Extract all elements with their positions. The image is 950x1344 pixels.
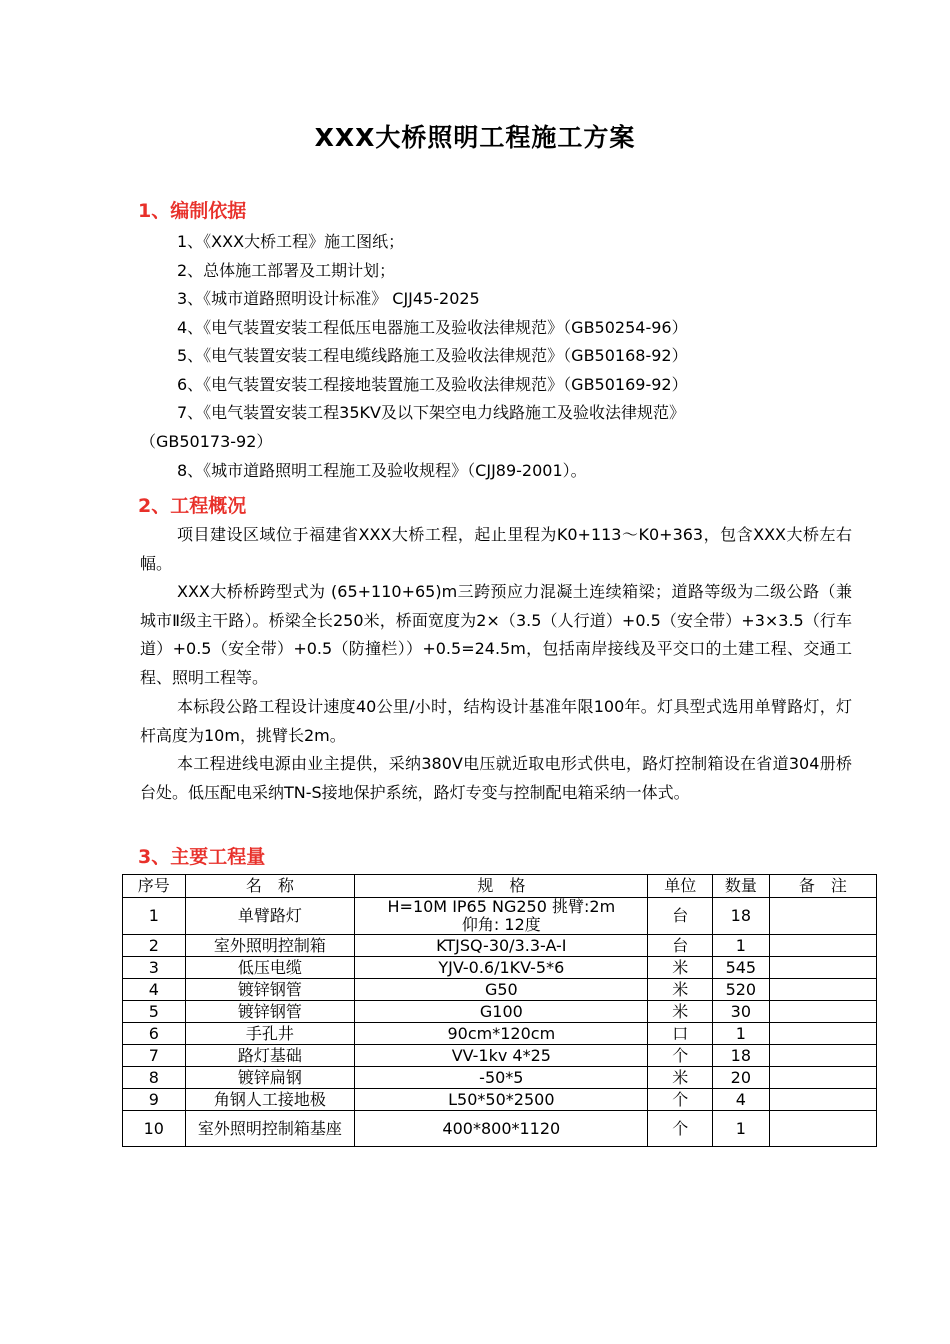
note-cell	[769, 1067, 876, 1089]
quantity-cell: 20	[712, 1067, 769, 1089]
note-cell	[769, 957, 876, 979]
overview-paragraph	[140, 693, 852, 750]
row-number-cell: 6	[123, 1023, 186, 1045]
spec-cell: 90cm*120cm	[355, 1023, 648, 1045]
unit-cell: 个	[648, 1045, 713, 1067]
spec-line: 仰角: 12度	[461, 915, 541, 934]
quantity-cell: 1	[712, 1023, 769, 1045]
note-cell	[769, 1111, 876, 1147]
column-header: 单位	[648, 875, 713, 898]
table-row	[123, 979, 877, 1001]
overview-paragraph-text: 项目建设区域位于福建省XXX大桥工程，起止里程为K0+113～K0+363，包含XXX大桥左右幅。	[140, 525, 852, 573]
item-name-cell: 镀锌钢管	[185, 979, 355, 1001]
spec-cell: L50*50*2500	[355, 1089, 648, 1111]
item-name-cell: 室外照明控制箱基座	[185, 1111, 355, 1147]
spec-cell: G100	[355, 1001, 648, 1023]
item-name-cell: 镀锌扁钢	[185, 1067, 355, 1089]
overview-paragraph	[140, 521, 852, 578]
table-body	[123, 898, 877, 1147]
note-cell	[769, 1045, 876, 1067]
table-row	[123, 1045, 877, 1067]
quantity-cell: 545	[712, 957, 769, 979]
column-header: 备 注	[769, 875, 876, 898]
item-name-cell: 单臂路灯	[185, 898, 355, 935]
unit-cell: 米	[648, 1067, 713, 1089]
table-row	[123, 1089, 877, 1111]
basis-item: 3、《城市道路照明设计标准》 CJJ45-2025	[177, 289, 480, 308]
row-number-cell: 1	[123, 898, 186, 935]
section-heading-quantities: 3、主要工程量	[138, 846, 266, 868]
row-number-cell: 9	[123, 1089, 186, 1111]
column-header: 序号	[123, 875, 186, 898]
basis-item: 6、《电气装置安装工程接地装置施工及验收法律规范》（GB50169-92）	[177, 375, 688, 394]
row-number-cell: 3	[123, 957, 186, 979]
overview-paragraph	[140, 750, 852, 807]
basis-item: 7、《电气装置安装工程35KV及以下架空电力线路施工及验收法律规范》	[177, 403, 685, 422]
quantity-cell: 520	[712, 979, 769, 1001]
spec-cell: VV-1kv 4*25	[355, 1045, 648, 1067]
unit-cell: 口	[648, 1023, 713, 1045]
spec-cell: 400*800*1120	[355, 1111, 648, 1147]
row-number-cell: 10	[123, 1111, 186, 1147]
basis-item-continuation: （GB50173-92）	[140, 432, 273, 451]
unit-cell: 台	[648, 898, 713, 935]
basis-item: 8、《城市道路照明工程施工及验收规程》（CJJ89-2001）。	[177, 461, 587, 480]
table-row	[123, 1023, 877, 1045]
spec-cell: KTJSQ-30/3.3-A-I	[355, 935, 648, 957]
item-name-cell: 角钢人工接地极	[185, 1089, 355, 1111]
item-name-cell: 室外照明控制箱	[185, 935, 355, 957]
quantity-cell: 18	[712, 1045, 769, 1067]
note-cell	[769, 935, 876, 957]
basis-item: 1、《XXX大桥工程》施工图纸；	[177, 232, 405, 251]
unit-cell: 个	[648, 1111, 713, 1147]
unit-cell: 米	[648, 1001, 713, 1023]
row-number-cell: 4	[123, 979, 186, 1001]
spec-cell: YJV-0.6/1KV-5*6	[355, 957, 648, 979]
basis-item: 2、总体施工部署及工期计划；	[177, 261, 396, 280]
item-name-cell: 低压电缆	[185, 957, 355, 979]
quantities-table	[122, 874, 877, 1147]
quantity-cell: 1	[712, 935, 769, 957]
table-row	[123, 1067, 877, 1089]
item-name-cell: 手孔井	[185, 1023, 355, 1045]
quantity-cell: 30	[712, 1001, 769, 1023]
note-cell	[769, 1089, 876, 1111]
unit-cell: 台	[648, 935, 713, 957]
row-number-cell: 8	[123, 1067, 186, 1089]
table-row	[123, 1111, 877, 1147]
quantity-cell: 18	[712, 898, 769, 935]
row-number-cell: 2	[123, 935, 186, 957]
document-title: XXX大桥照明工程施工方案	[314, 123, 636, 152]
spec-cell: -50*5	[355, 1067, 648, 1089]
spec-line: H=10M IP65 NG250 挑臂:2m	[387, 897, 616, 916]
unit-cell: 米	[648, 979, 713, 1001]
section-heading-basis: 1、编制依据	[138, 200, 247, 222]
quantity-cell: 4	[712, 1089, 769, 1111]
column-header: 规 格	[355, 875, 648, 898]
unit-cell: 米	[648, 957, 713, 979]
basis-item: 4、《电气装置安装工程低压电器施工及验收法律规范》（GB50254-96）	[177, 318, 688, 337]
table-header-row	[123, 875, 877, 898]
overview-paragraph-text: 本工程进线电源由业主提供，采纳380V电压就近取电形式供电，路灯控制箱设在省道304册桥台处。低压配电采纳TN-S接地保护系统，路灯专变与控制配电箱采纳一体式。	[140, 754, 852, 802]
note-cell	[769, 979, 876, 1001]
quantity-cell: 1	[712, 1111, 769, 1147]
table-row	[123, 1001, 877, 1023]
spec-cell	[355, 898, 648, 935]
note-cell	[769, 1023, 876, 1045]
overview-paragraph-text: 本标段公路工程设计速度40公里/小时，结构设计基准年限100年。灯具型式选用单臂路灯，灯杆高度为10m，挑臂长2m。	[140, 697, 852, 745]
spec-cell: G50	[355, 979, 648, 1001]
unit-cell: 个	[648, 1089, 713, 1111]
column-header: 名 称	[185, 875, 355, 898]
overview-paragraph-text: XXX大桥桥跨型式为 (65+110+65)m三跨预应力混凝土连续箱梁；道路等级为二级公路（兼城市Ⅱ级主干路）。桥梁全长250米，桥面宽度为2×（3.5（人行道）+0.5（安全带）+3×3.5（行车道）+0.5（安全带）+0.5（防撞栏））+0.5=24.5m，包括南岸接线及平交口的土建工程、交通工程、照明工程等。	[140, 582, 852, 687]
section-heading-overview: 2、工程概况	[138, 495, 247, 517]
item-name-cell: 镀锌钢管	[185, 1001, 355, 1023]
table-row	[123, 957, 877, 979]
row-number-cell: 7	[123, 1045, 186, 1067]
basis-item: 5、《电气装置安装工程电缆线路施工及验收法律规范》（GB50168-92）	[177, 346, 688, 365]
table-row	[123, 935, 877, 957]
note-cell	[769, 1001, 876, 1023]
note-cell	[769, 898, 876, 935]
column-header: 数量	[712, 875, 769, 898]
row-number-cell: 5	[123, 1001, 186, 1023]
table-row	[123, 898, 877, 935]
item-name-cell: 路灯基础	[185, 1045, 355, 1067]
overview-paragraph	[140, 578, 852, 692]
